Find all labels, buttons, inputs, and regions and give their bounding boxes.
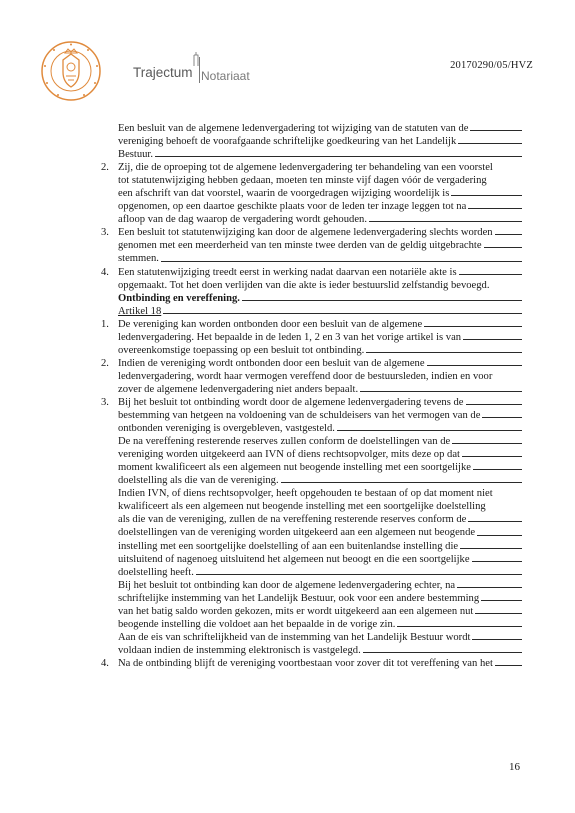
text-line [101, 266, 522, 279]
list-number: 3. [101, 227, 109, 239]
text-line [118, 592, 522, 605]
line-filler-rule [161, 261, 522, 262]
text-line [118, 122, 522, 135]
line-text: opgenomen, op een daartoe geschikte plaats voor de leden ter inzage leggen tot na [118, 201, 467, 213]
line-text: stemmen. [118, 253, 159, 265]
line-filler-rule [163, 313, 522, 314]
page-number: 16 [509, 761, 520, 773]
text-line [118, 239, 522, 252]
text-line [101, 657, 522, 670]
text-line [101, 396, 522, 409]
line-filler-rule [155, 156, 522, 157]
text-line [118, 344, 522, 357]
line-text: vereniging worden uitgekeerd aan IVN of diens rechtsopvolger, mits deze op dat [118, 449, 460, 461]
line-text: ontbonden vereniging is overgebleven, vastgesteld. [118, 423, 335, 435]
text-line [118, 409, 522, 422]
line-filler-rule [196, 574, 522, 575]
document-reference: 20170290/05/HVZ [450, 60, 533, 71]
text-line [118, 331, 522, 344]
text-line [118, 148, 522, 161]
line-text: als die van de vereniging, zullen de na vereffening resterende reserves conform de [118, 514, 467, 526]
line-filler-rule [459, 274, 522, 275]
text-line [101, 357, 522, 370]
line-text: Bij het besluit tot ontbinding kan door de algemene ledenvergadering echter, na [118, 579, 456, 591]
line-text: beogende instelling die voldoet aan het bepaalde in de vorige zin. [118, 618, 396, 630]
text-line [118, 370, 522, 383]
text-line [118, 305, 522, 318]
text-line [118, 553, 522, 566]
line-filler-rule [451, 195, 522, 196]
line-text: Een statutenwijziging treedt eerst in werking nadat daarvan een notariële akte is [118, 266, 457, 278]
line-filler-rule [466, 404, 523, 405]
line-text: De na vereffening resterende reserves zullen conform de doelstellingen van de [118, 436, 451, 448]
notarial-seal-logo [40, 40, 102, 102]
text-line [118, 513, 522, 526]
line-text: vereniging behoeft de voorafgaande schriftelijke goedkeuring van het Landelijk [118, 136, 457, 148]
line-filler-rule [463, 339, 522, 340]
list-number: 3. [101, 396, 109, 408]
text-line [118, 540, 522, 553]
line-filler-rule [472, 561, 522, 562]
line-filler-rule [475, 613, 522, 614]
line-text: van het batig saldo worden gekozen, mits er wordt uitgekeerd aan een algemeen nut [118, 605, 474, 617]
line-filler-rule [366, 352, 522, 353]
line-text: doelstellingen van de vereniging worden uitgekeerd aan een algemeen nut beogende [118, 527, 476, 539]
text-line [118, 566, 522, 579]
line-filler-rule [472, 639, 522, 640]
line-text: Zij, die de oproeping tot de algemene ledenvergadering ter behandeling van een voorstel [118, 162, 493, 174]
text-line [118, 605, 522, 618]
line-filler-rule [242, 300, 522, 301]
line-filler-rule [363, 652, 522, 653]
article-heading: Artikel 18 [118, 305, 162, 317]
line-text: moment kwalificeert als een algemeen nut beogende instelling met een soortgelijke [118, 462, 472, 474]
line-text: Bij het besluit tot ontbinding wordt door de algemene ledenvergadering tevens de [118, 396, 464, 408]
line-filler-rule [462, 456, 522, 457]
list-number: 4. [101, 266, 109, 278]
line-filler-rule [337, 430, 522, 431]
text-line [118, 135, 522, 148]
section-heading: Ontbinding en vereffening. [118, 292, 240, 304]
line-text: bestemming van hetgeen na voldoening van de schuldeisers van het vermogen van de [118, 410, 481, 422]
text-line [118, 461, 522, 474]
text-line [118, 174, 522, 187]
brand-name: Trajectum [133, 65, 193, 80]
line-text: ledenvergadering, wordt haar vermogen vereffend door de bestuursleden, indien en voor [118, 370, 493, 382]
line-filler-rule [495, 665, 522, 666]
line-text: doelstelling heeft. [118, 566, 194, 578]
text-line [118, 422, 522, 435]
list-number: 4. [101, 657, 109, 669]
line-text: zover de algemene ledenvergadering niet anders bepaalt. [118, 383, 359, 395]
line-text: uitsluitend of nagenoeg uitsluitend het algemeen nut beoogt en die een soortgelijke [118, 553, 470, 565]
list-number: 1. [101, 318, 109, 330]
text-line [118, 213, 522, 226]
line-filler-rule [468, 521, 522, 522]
line-text: Een besluit van de algemene ledenvergadering tot wijziging van de statuten van de [118, 123, 469, 134]
line-filler-rule [360, 391, 522, 392]
text-line [118, 448, 522, 461]
line-filler-rule [481, 600, 522, 601]
line-text: genomen met een meerderheid van ten minste twee derden van de geldig uitgebrachte [118, 240, 482, 252]
line-filler-rule [427, 365, 522, 366]
text-line [101, 318, 522, 331]
line-filler-rule [482, 417, 522, 418]
line-filler-rule [369, 221, 522, 222]
line-filler-rule [495, 234, 522, 235]
line-filler-rule [281, 482, 522, 483]
text-line [118, 526, 522, 539]
line-text: Indien de vereniging wordt ontbonden door een besluit van de algemene [118, 357, 425, 369]
line-text: kwalificeert als een algemeen nut beogende instelling met een soortgelijke doelstelling [118, 501, 486, 513]
line-filler-rule [452, 443, 522, 444]
text-line [118, 618, 522, 631]
line-text: Na de ontbinding blijft de vereniging voortbestaan voor zover dit tot vereffening van het [118, 657, 493, 669]
text-line [118, 474, 522, 487]
line-text: schriftelijke instemming van het Landelijk Bestuur, ook voor een andere bestemming [118, 592, 480, 604]
line-filler-rule [484, 247, 522, 248]
text-line [118, 383, 522, 396]
text-line [118, 500, 522, 513]
line-text: doelstelling als die van de vereniging. [118, 475, 279, 487]
text-line [118, 292, 522, 305]
line-text: voldaan indien de instemming elektronisch is vastgelegd. [118, 644, 361, 656]
text-line [118, 644, 522, 657]
text-line [118, 631, 522, 644]
text-line [118, 279, 522, 292]
line-filler-rule [458, 143, 522, 144]
line-filler-rule [470, 130, 522, 131]
line-text: Bestuur. [118, 149, 154, 161]
text-line [118, 435, 522, 448]
line-filler-rule [468, 208, 522, 209]
line-text: afloop van de dag waarop de vergadering wordt gehouden. [118, 214, 367, 226]
line-text: overeenkomstige toepassing op een besluit tot ontbinding. [118, 344, 365, 356]
text-line [118, 487, 522, 500]
line-filler-rule [424, 326, 522, 327]
text-line [118, 200, 522, 213]
line-filler-rule [473, 469, 522, 470]
line-text: De vereniging kan worden ontbonden door een besluit van de algemene [118, 318, 423, 330]
line-text: Een besluit tot statutenwijziging kan door de algemene ledenvergadering slechts worden [118, 227, 493, 239]
brand-subtitle: Notariaat [201, 69, 250, 83]
line-text: Indien IVN, of diens rechtsopvolger, heeft opgehouden te bestaan of op dat moment niet [118, 488, 493, 500]
list-number: 2. [101, 357, 109, 369]
line-text: een afschrift van dat voorstel, waarin de voorgedragen wijziging woordelijk is [118, 188, 450, 200]
line-text: ledenvergadering. Het bepaalde in de leden 1, 2 en 3 van het vorige artikel is van [118, 331, 462, 343]
text-line [118, 579, 522, 592]
text-line [118, 252, 522, 265]
text-line [101, 161, 522, 174]
text-line [118, 187, 522, 200]
line-filler-rule [397, 626, 522, 627]
line-text: instelling met een soortgelijke doelstelling of aan een buitenlandse instelling die [118, 540, 459, 552]
line-filler-rule [457, 587, 522, 588]
document-body [101, 122, 522, 670]
text-line [101, 226, 522, 239]
brand-divider [199, 57, 200, 83]
line-text: opgemaakt. Tot het doen verlijden van die akte is ieder bestuurslid zelfstandig bevoegd. [118, 279, 490, 291]
list-number: 2. [101, 162, 109, 174]
line-filler-rule [460, 548, 522, 549]
line-text: tot statutenwijziging hebben gedaan, moeten ten minste vijf dagen vóór de vergadering [118, 175, 487, 187]
line-text: Aan de eis van schriftelijkheid van de instemming van het Landelijk Bestuur wordt [118, 631, 471, 643]
line-filler-rule [477, 535, 522, 536]
